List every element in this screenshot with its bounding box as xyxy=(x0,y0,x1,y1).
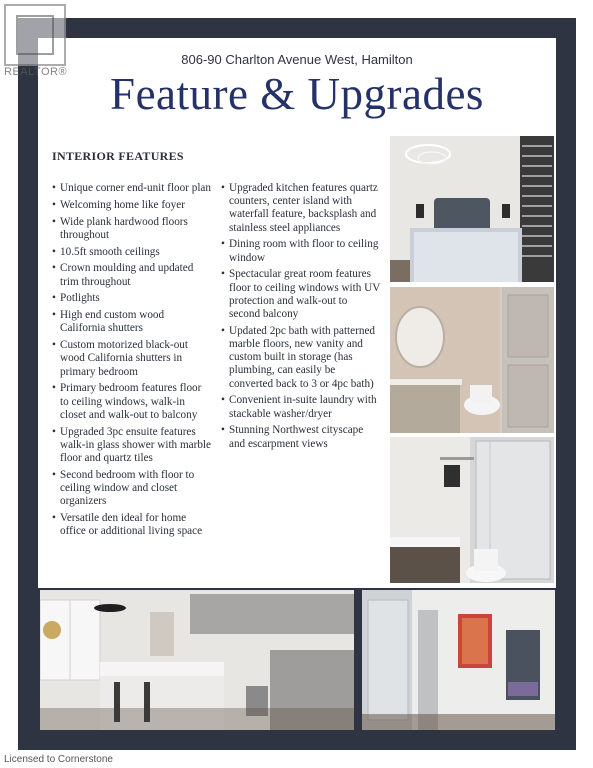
feature-item: • Convenient in-suite laundry with stackable washer/dryer xyxy=(221,394,381,420)
feature-item: • 10.5ft smooth ceilings xyxy=(52,246,212,259)
powder-room-photo xyxy=(390,287,554,433)
features-column-1 xyxy=(52,182,212,542)
feature-item: • Dining room with floor to ceiling window xyxy=(221,238,381,264)
feature-item: • Custom motorized black-out wood California shutters in primary bedroom xyxy=(52,339,212,379)
feature-item: • Second bedroom with floor to ceiling window and closet organizers xyxy=(52,469,212,509)
hallway-bath-photo xyxy=(362,590,555,730)
realtor-brand-text: REALTOR® xyxy=(4,66,68,78)
feature-item: • Primary bedroom features floor to ceiling windows, walk-in closet and walk-out to balcony xyxy=(52,382,212,422)
realtor-logo-icon xyxy=(4,4,66,66)
bedroom-photo xyxy=(390,136,554,282)
license-credit: Licensed to Cornerstone xyxy=(4,754,113,765)
feature-item: • Updated 2pc bath with patterned marble floors, new vanity and custom built in storage (has plumbing, can easily be converted back to 3 or 4pc bath) xyxy=(221,325,381,391)
feature-item: • Spectacular great room features floor to ceiling windows with UV protection and walk-out to second balcony xyxy=(221,268,381,321)
kitchen-photo xyxy=(40,590,354,730)
feature-item: • Potlights xyxy=(52,292,212,305)
feature-item: • Upgraded kitchen features quartz counters, center island with waterfall feature, backsplash and stainless steel appliances xyxy=(221,182,381,235)
feature-item: • Versatile den ideal for home office or additional living space xyxy=(52,512,212,538)
feature-item: • Welcoming home like foyer xyxy=(52,199,212,212)
section-heading: INTERIOR FEATURES xyxy=(52,149,184,163)
feature-item: • Crown moulding and updated trim throughout xyxy=(52,262,212,288)
feature-item: • High end custom wood California shutters xyxy=(52,309,212,335)
features-column-2 xyxy=(221,182,381,454)
feature-item: • Upgraded 3pc ensuite features walk-in glass shower with marble floor and quartz tiles xyxy=(52,426,212,466)
ensuite-bath-photo xyxy=(390,437,554,583)
page-title: Feature & Upgrades xyxy=(110,69,484,119)
feature-item: • Unique corner end-unit floor plan xyxy=(52,182,212,195)
feature-item: • Stunning Northwest cityscape and escarpment views xyxy=(221,424,381,450)
feature-item: • Wide plank hardwood floors throughout xyxy=(52,216,212,242)
property-address: 806-90 Charlton Avenue West, Hamilton xyxy=(181,52,413,67)
